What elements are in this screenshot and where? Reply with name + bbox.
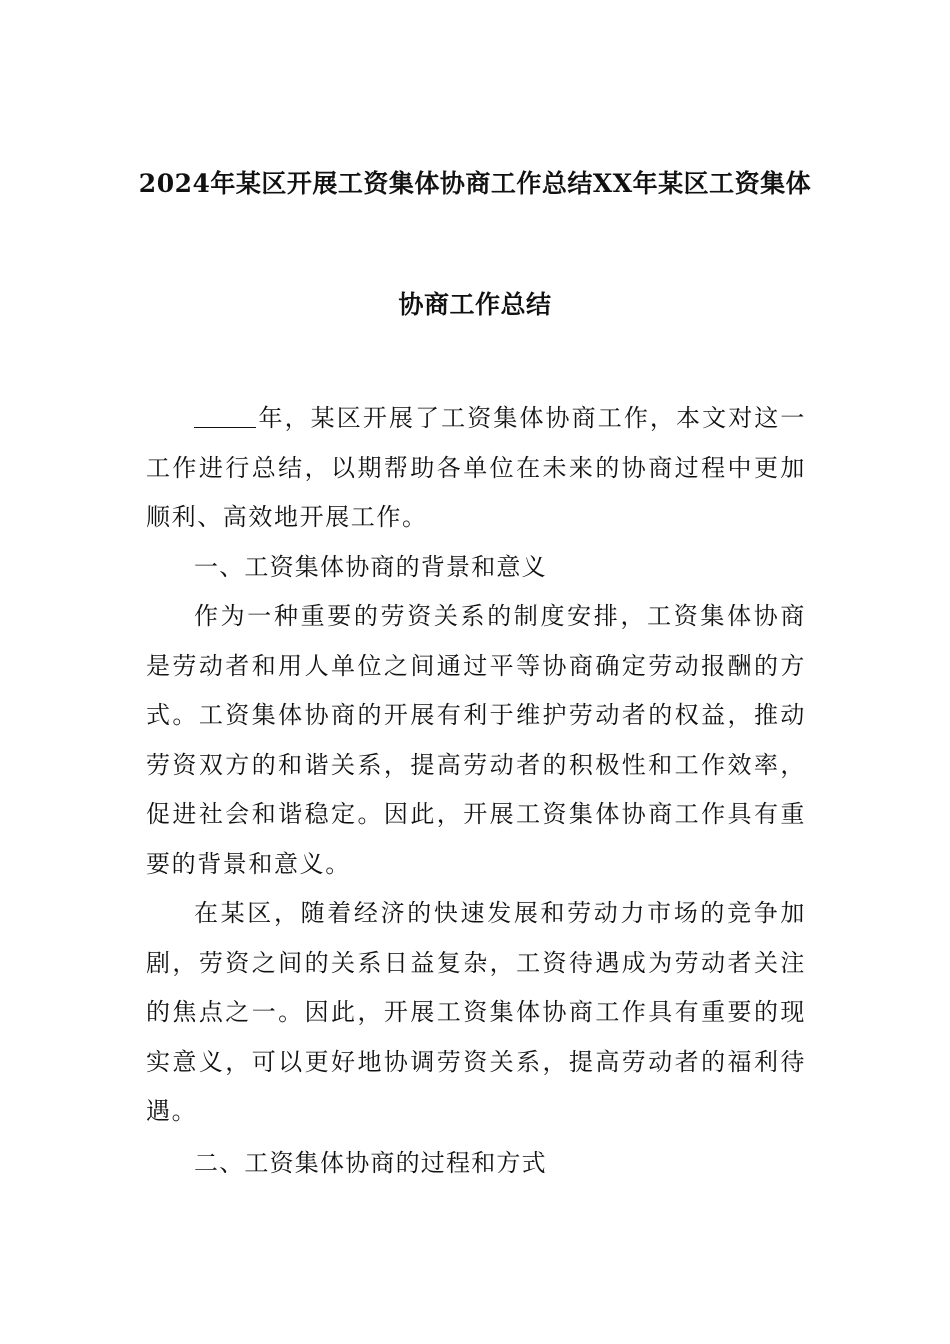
fill-in-blank — [194, 403, 256, 428]
section-heading-2: 二、工资集体协商的过程和方式 — [194, 1148, 547, 1177]
body-paragraph-1: 作为一种重要的劳资关系的制度安排，工资集体协商是劳动者和用人单位之间通过平等协商确定劳动报酬的方式。工资集体协商的开展有利于维护劳动者的权益，推动劳资双方的和谐关系，提高劳动者的积极性和工作效率，促进社会和谐稳定。因此，开展工资集体协商工作具有重要的背景和意义。 — [146, 602, 806, 878]
intro-paragraph-text: 年，某区开展了工资集体协商工作，本文对这一工作进行总结，以期帮助各单位在未来的协商过程中更加顺利、高效地开展工作。 — [146, 404, 806, 531]
document-title-line-1: 2024年某区开展工资集体协商工作总结XX年某区工资集体 — [138, 169, 812, 198]
section-heading-1: 一、工资集体协商的背景和意义 — [194, 552, 547, 581]
document-body — [146, 394, 806, 1188]
body-paragraph-2: 在某区，随着经济的快速发展和劳动力市场的竞争加剧，劳资之间的关系日益复杂，工资待遇成为劳动者关注的焦点之一。因此，开展工资集体协商工作具有重要的现实意义，可以更好地协调劳资关系，提高劳动者的福利待遇。 — [146, 899, 806, 1125]
document-title-line-2: 协商工作总结 — [398, 290, 552, 319]
intro-paragraph — [146, 394, 806, 543]
